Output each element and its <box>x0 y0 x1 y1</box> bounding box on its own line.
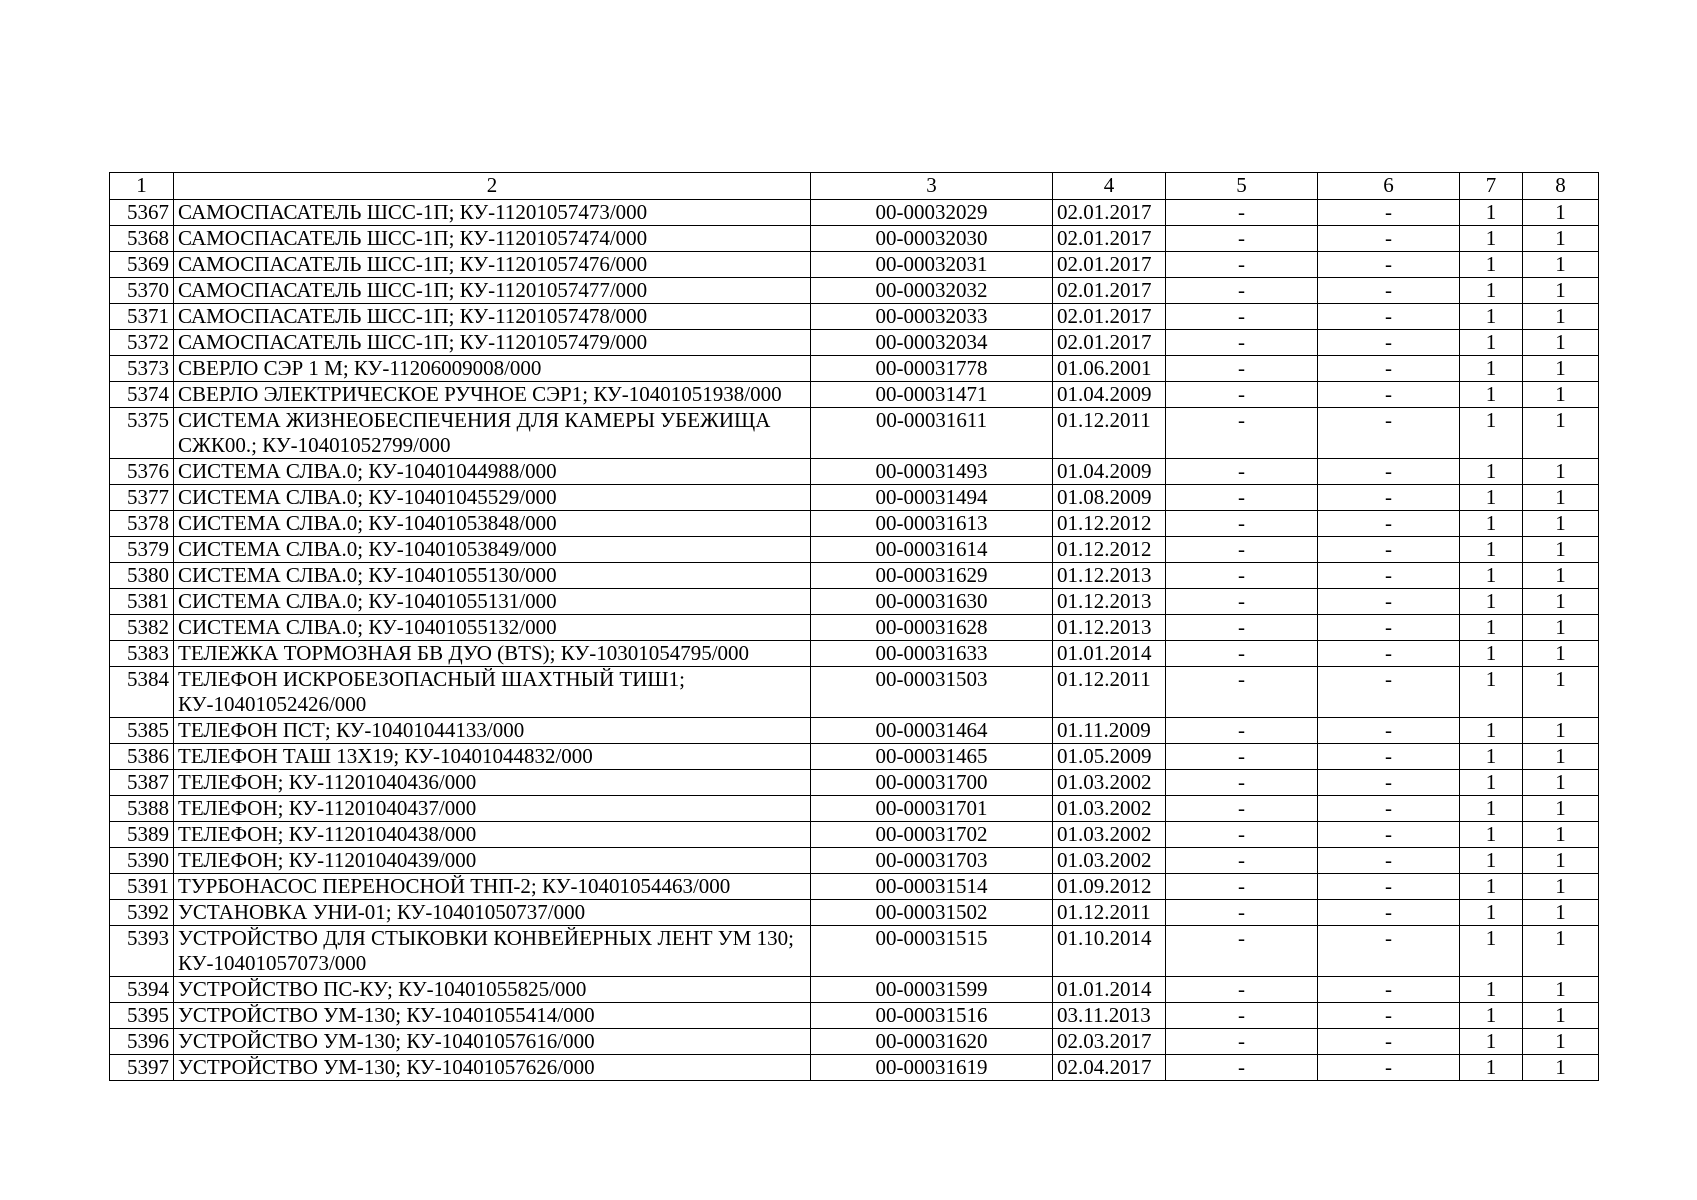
cell-inventory-number: 00-00031599 <box>811 977 1053 1003</box>
table-row <box>110 589 1599 615</box>
cell-row-number: 5391 <box>110 874 174 900</box>
cell-column-8: 1 <box>1523 537 1599 563</box>
cell-column-5: - <box>1166 796 1318 822</box>
cell-date: 01.05.2009 <box>1053 744 1166 770</box>
cell-item-name: ТЕЛЕФОН; КУ-11201040436/000 <box>174 770 811 796</box>
cell-column-5: - <box>1166 641 1318 667</box>
table-row <box>110 718 1599 744</box>
table-row <box>110 304 1599 330</box>
cell-inventory-number: 00-00032034 <box>811 330 1053 356</box>
cell-date: 01.12.2011 <box>1053 667 1166 718</box>
cell-item-name: ТУРБОНАСОС ПЕРЕНОСНОЙ ТНП-2; КУ-10401054463/000 <box>174 874 811 900</box>
cell-row-number: 5368 <box>110 226 174 252</box>
cell-column-5: - <box>1166 537 1318 563</box>
cell-date: 02.01.2017 <box>1053 200 1166 226</box>
cell-inventory-number: 00-00031629 <box>811 563 1053 589</box>
cell-inventory-number: 00-00031702 <box>811 822 1053 848</box>
table-row <box>110 511 1599 537</box>
cell-column-8: 1 <box>1523 459 1599 485</box>
cell-item-name: СИСТЕМА СЛВА.0; КУ-10401055130/000 <box>174 563 811 589</box>
cell-item-name: СИСТЕМА СЛВА.0; КУ-10401053849/000 <box>174 537 811 563</box>
cell-row-number: 5386 <box>110 744 174 770</box>
cell-column-6: - <box>1318 304 1460 330</box>
cell-item-name: ТЕЛЕФОН ИСКРОБЕЗОПАСНЫЙ ШАХТНЫЙ ТИШ1; КУ-10401052426/000 <box>174 667 811 718</box>
column-header-5: 5 <box>1166 173 1318 200</box>
cell-item-name: УСТРОЙСТВО УМ-130; КУ-10401055414/000 <box>174 1003 811 1029</box>
cell-column-6: - <box>1318 926 1460 977</box>
cell-column-8: 1 <box>1523 641 1599 667</box>
cell-date: 01.12.2013 <box>1053 615 1166 641</box>
cell-column-6: - <box>1318 252 1460 278</box>
cell-column-6: - <box>1318 900 1460 926</box>
cell-row-number: 5371 <box>110 304 174 330</box>
table-row <box>110 459 1599 485</box>
cell-column-5: - <box>1166 1055 1318 1081</box>
cell-column-7: 1 <box>1460 304 1523 330</box>
cell-row-number: 5385 <box>110 718 174 744</box>
cell-column-6: - <box>1318 226 1460 252</box>
cell-column-5: - <box>1166 382 1318 408</box>
cell-column-5: - <box>1166 485 1318 511</box>
cell-column-6: - <box>1318 485 1460 511</box>
cell-inventory-number: 00-00031700 <box>811 770 1053 796</box>
cell-column-7: 1 <box>1460 744 1523 770</box>
cell-row-number: 5372 <box>110 330 174 356</box>
cell-row-number: 5392 <box>110 900 174 926</box>
cell-column-5: - <box>1166 226 1318 252</box>
table-row <box>110 356 1599 382</box>
cell-date: 02.01.2017 <box>1053 330 1166 356</box>
table-row <box>110 278 1599 304</box>
table-row <box>110 563 1599 589</box>
cell-date: 01.03.2002 <box>1053 796 1166 822</box>
cell-column-6: - <box>1318 200 1460 226</box>
cell-column-7: 1 <box>1460 977 1523 1003</box>
cell-row-number: 5369 <box>110 252 174 278</box>
cell-column-5: - <box>1166 408 1318 459</box>
cell-column-7: 1 <box>1460 1029 1523 1055</box>
cell-item-name: СВЕРЛО СЭР 1 М; КУ-11206009008/000 <box>174 356 811 382</box>
cell-column-8: 1 <box>1523 900 1599 926</box>
cell-column-8: 1 <box>1523 874 1599 900</box>
cell-column-8: 1 <box>1523 252 1599 278</box>
cell-column-8: 1 <box>1523 744 1599 770</box>
cell-row-number: 5376 <box>110 459 174 485</box>
cell-column-8: 1 <box>1523 563 1599 589</box>
cell-column-5: - <box>1166 511 1318 537</box>
cell-column-5: - <box>1166 848 1318 874</box>
cell-row-number: 5380 <box>110 563 174 589</box>
cell-column-5: - <box>1166 304 1318 330</box>
cell-date: 01.03.2002 <box>1053 822 1166 848</box>
cell-column-6: - <box>1318 563 1460 589</box>
cell-column-5: - <box>1166 822 1318 848</box>
cell-date: 01.03.2002 <box>1053 848 1166 874</box>
table-row <box>110 796 1599 822</box>
cell-inventory-number: 00-00032029 <box>811 200 1053 226</box>
cell-column-7: 1 <box>1460 252 1523 278</box>
inventory-table <box>109 172 1599 1081</box>
cell-date: 02.03.2017 <box>1053 1029 1166 1055</box>
cell-column-5: - <box>1166 977 1318 1003</box>
cell-date: 01.12.2011 <box>1053 900 1166 926</box>
cell-column-7: 1 <box>1460 511 1523 537</box>
cell-column-7: 1 <box>1460 822 1523 848</box>
cell-column-5: - <box>1166 589 1318 615</box>
cell-date: 01.01.2014 <box>1053 977 1166 1003</box>
cell-row-number: 5393 <box>110 926 174 977</box>
cell-row-number: 5375 <box>110 408 174 459</box>
cell-column-5: - <box>1166 1029 1318 1055</box>
table-row <box>110 1003 1599 1029</box>
cell-date: 01.01.2014 <box>1053 641 1166 667</box>
cell-column-8: 1 <box>1523 1029 1599 1055</box>
cell-column-5: - <box>1166 278 1318 304</box>
cell-column-5: - <box>1166 718 1318 744</box>
cell-column-8: 1 <box>1523 200 1599 226</box>
cell-column-8: 1 <box>1523 718 1599 744</box>
cell-column-5: - <box>1166 744 1318 770</box>
cell-inventory-number: 00-00031703 <box>811 848 1053 874</box>
cell-column-6: - <box>1318 718 1460 744</box>
cell-row-number: 5384 <box>110 667 174 718</box>
cell-column-6: - <box>1318 459 1460 485</box>
cell-inventory-number: 00-00031465 <box>811 744 1053 770</box>
cell-column-7: 1 <box>1460 485 1523 511</box>
cell-column-5: - <box>1166 667 1318 718</box>
cell-item-name: САМОСПАСАТЕЛЬ ШСС-1П; КУ-11201057479/000 <box>174 330 811 356</box>
cell-row-number: 5370 <box>110 278 174 304</box>
cell-date: 01.11.2009 <box>1053 718 1166 744</box>
cell-column-6: - <box>1318 511 1460 537</box>
cell-item-name: УСТРОЙСТВО ПС-КУ; КУ-10401055825/000 <box>174 977 811 1003</box>
cell-inventory-number: 00-00031628 <box>811 615 1053 641</box>
cell-column-6: - <box>1318 589 1460 615</box>
cell-date: 02.01.2017 <box>1053 304 1166 330</box>
cell-date: 01.09.2012 <box>1053 874 1166 900</box>
cell-item-name: СИСТЕМА СЛВА.0; КУ-10401053848/000 <box>174 511 811 537</box>
cell-inventory-number: 00-00031611 <box>811 408 1053 459</box>
cell-inventory-number: 00-00031493 <box>811 459 1053 485</box>
cell-item-name: УСТРОЙСТВО ДЛЯ СТЫКОВКИ КОНВЕЙЕРНЫХ ЛЕНТ УМ 130; КУ-10401057073/000 <box>174 926 811 977</box>
cell-item-name: ТЕЛЕЖКА ТОРМОЗНАЯ БВ ДУО (BTS); КУ-10301054795/000 <box>174 641 811 667</box>
cell-item-name: СИСТЕМА СЛВА.0; КУ-10401055132/000 <box>174 615 811 641</box>
cell-column-5: - <box>1166 563 1318 589</box>
cell-inventory-number: 00-00031701 <box>811 796 1053 822</box>
column-header-7: 7 <box>1460 173 1523 200</box>
cell-inventory-number: 00-00031515 <box>811 926 1053 977</box>
cell-row-number: 5377 <box>110 485 174 511</box>
cell-date: 02.04.2017 <box>1053 1055 1166 1081</box>
cell-column-6: - <box>1318 796 1460 822</box>
cell-row-number: 5381 <box>110 589 174 615</box>
cell-column-6: - <box>1318 278 1460 304</box>
cell-column-8: 1 <box>1523 278 1599 304</box>
cell-column-6: - <box>1318 1003 1460 1029</box>
cell-column-7: 1 <box>1460 641 1523 667</box>
cell-column-7: 1 <box>1460 770 1523 796</box>
cell-item-name: УСТРОЙСТВО УМ-130; КУ-10401057626/000 <box>174 1055 811 1081</box>
cell-row-number: 5389 <box>110 822 174 848</box>
cell-inventory-number: 00-00031516 <box>811 1003 1053 1029</box>
cell-item-name: САМОСПАСАТЕЛЬ ШСС-1П; КУ-11201057476/000 <box>174 252 811 278</box>
cell-inventory-number: 00-00032033 <box>811 304 1053 330</box>
table-row <box>110 1029 1599 1055</box>
cell-column-8: 1 <box>1523 926 1599 977</box>
cell-column-5: - <box>1166 330 1318 356</box>
cell-row-number: 5383 <box>110 641 174 667</box>
cell-date: 01.12.2011 <box>1053 408 1166 459</box>
cell-date: 01.12.2012 <box>1053 511 1166 537</box>
cell-column-5: - <box>1166 615 1318 641</box>
column-header-8: 8 <box>1523 173 1599 200</box>
cell-inventory-number: 00-00031633 <box>811 641 1053 667</box>
cell-row-number: 5379 <box>110 537 174 563</box>
cell-column-6: - <box>1318 356 1460 382</box>
cell-column-8: 1 <box>1523 822 1599 848</box>
cell-column-8: 1 <box>1523 511 1599 537</box>
table-row <box>110 822 1599 848</box>
cell-item-name: СВЕРЛО ЭЛЕКТРИЧЕСКОЕ РУЧНОЕ СЭР1; КУ-10401051938/000 <box>174 382 811 408</box>
cell-item-name: СИСТЕМА СЛВА.0; КУ-10401055131/000 <box>174 589 811 615</box>
cell-column-8: 1 <box>1523 382 1599 408</box>
column-header-4: 4 <box>1053 173 1166 200</box>
table-row <box>110 382 1599 408</box>
cell-date: 03.11.2013 <box>1053 1003 1166 1029</box>
cell-row-number: 5397 <box>110 1055 174 1081</box>
cell-column-7: 1 <box>1460 718 1523 744</box>
cell-row-number: 5396 <box>110 1029 174 1055</box>
cell-row-number: 5378 <box>110 511 174 537</box>
cell-item-name: СИСТЕМА ЖИЗНЕОБЕСПЕЧЕНИЯ ДЛЯ КАМЕРЫ УБЕЖИЩА СЖК00.; КУ-10401052799/000 <box>174 408 811 459</box>
cell-date: 02.01.2017 <box>1053 226 1166 252</box>
table-row <box>110 200 1599 226</box>
cell-column-7: 1 <box>1460 356 1523 382</box>
cell-column-5: - <box>1166 356 1318 382</box>
cell-inventory-number: 00-00031514 <box>811 874 1053 900</box>
cell-date: 01.10.2014 <box>1053 926 1166 977</box>
cell-inventory-number: 00-00031778 <box>811 356 1053 382</box>
cell-date: 01.04.2009 <box>1053 459 1166 485</box>
table-row <box>110 1055 1599 1081</box>
cell-column-8: 1 <box>1523 1003 1599 1029</box>
cell-column-7: 1 <box>1460 874 1523 900</box>
cell-column-8: 1 <box>1523 615 1599 641</box>
cell-column-6: - <box>1318 537 1460 563</box>
cell-column-6: - <box>1318 822 1460 848</box>
cell-row-number: 5382 <box>110 615 174 641</box>
table-row <box>110 848 1599 874</box>
cell-column-6: - <box>1318 615 1460 641</box>
cell-inventory-number: 00-00031613 <box>811 511 1053 537</box>
table-header-row <box>110 173 1599 200</box>
cell-date: 01.12.2013 <box>1053 563 1166 589</box>
cell-column-7: 1 <box>1460 408 1523 459</box>
cell-date: 02.01.2017 <box>1053 252 1166 278</box>
cell-column-7: 1 <box>1460 330 1523 356</box>
cell-inventory-number: 00-00031503 <box>811 667 1053 718</box>
cell-column-8: 1 <box>1523 226 1599 252</box>
cell-column-6: - <box>1318 874 1460 900</box>
cell-column-6: - <box>1318 770 1460 796</box>
cell-row-number: 5367 <box>110 200 174 226</box>
cell-inventory-number: 00-00031464 <box>811 718 1053 744</box>
cell-date: 01.08.2009 <box>1053 485 1166 511</box>
cell-column-5: - <box>1166 770 1318 796</box>
cell-inventory-number: 00-00031494 <box>811 485 1053 511</box>
cell-column-7: 1 <box>1460 1055 1523 1081</box>
cell-column-8: 1 <box>1523 304 1599 330</box>
cell-column-5: - <box>1166 900 1318 926</box>
cell-column-7: 1 <box>1460 589 1523 615</box>
cell-column-8: 1 <box>1523 485 1599 511</box>
cell-inventory-number: 00-00031619 <box>811 1055 1053 1081</box>
cell-column-5: - <box>1166 874 1318 900</box>
table-row <box>110 615 1599 641</box>
cell-column-7: 1 <box>1460 459 1523 485</box>
table-row <box>110 537 1599 563</box>
cell-item-name: ТЕЛЕФОН; КУ-11201040438/000 <box>174 822 811 848</box>
column-header-6: 6 <box>1318 173 1460 200</box>
cell-date: 01.12.2012 <box>1053 537 1166 563</box>
cell-inventory-number: 00-00032032 <box>811 278 1053 304</box>
cell-column-7: 1 <box>1460 1003 1523 1029</box>
column-header-1: 1 <box>110 173 174 200</box>
cell-column-7: 1 <box>1460 200 1523 226</box>
cell-inventory-number: 00-00031502 <box>811 900 1053 926</box>
cell-item-name: САМОСПАСАТЕЛЬ ШСС-1П; КУ-11201057477/000 <box>174 278 811 304</box>
table-row <box>110 408 1599 459</box>
cell-inventory-number: 00-00032031 <box>811 252 1053 278</box>
cell-item-name: СИСТЕМА СЛВА.0; КУ-10401045529/000 <box>174 485 811 511</box>
cell-item-name: САМОСПАСАТЕЛЬ ШСС-1П; КУ-11201057474/000 <box>174 226 811 252</box>
cell-inventory-number: 00-00031630 <box>811 589 1053 615</box>
cell-column-7: 1 <box>1460 667 1523 718</box>
cell-column-7: 1 <box>1460 537 1523 563</box>
cell-column-7: 1 <box>1460 278 1523 304</box>
cell-column-5: - <box>1166 252 1318 278</box>
table-body <box>110 200 1599 1081</box>
table-row <box>110 667 1599 718</box>
cell-column-6: - <box>1318 641 1460 667</box>
cell-row-number: 5373 <box>110 356 174 382</box>
table-row <box>110 226 1599 252</box>
cell-column-8: 1 <box>1523 1055 1599 1081</box>
cell-column-8: 1 <box>1523 408 1599 459</box>
cell-inventory-number: 00-00032030 <box>811 226 1053 252</box>
cell-column-8: 1 <box>1523 796 1599 822</box>
cell-item-name: ТЕЛЕФОН ПСТ; КУ-10401044133/000 <box>174 718 811 744</box>
cell-column-6: - <box>1318 1029 1460 1055</box>
table-row <box>110 977 1599 1003</box>
cell-column-5: - <box>1166 926 1318 977</box>
cell-date: 01.04.2009 <box>1053 382 1166 408</box>
cell-date: 02.01.2017 <box>1053 278 1166 304</box>
cell-item-name: ТЕЛЕФОН; КУ-11201040437/000 <box>174 796 811 822</box>
table-row <box>110 926 1599 977</box>
cell-inventory-number: 00-00031471 <box>811 382 1053 408</box>
table-row <box>110 252 1599 278</box>
table-row <box>110 770 1599 796</box>
cell-date: 01.06.2001 <box>1053 356 1166 382</box>
cell-column-6: - <box>1318 744 1460 770</box>
cell-item-name: САМОСПАСАТЕЛЬ ШСС-1П; КУ-11201057473/000 <box>174 200 811 226</box>
cell-column-8: 1 <box>1523 977 1599 1003</box>
cell-row-number: 5374 <box>110 382 174 408</box>
cell-column-6: - <box>1318 977 1460 1003</box>
cell-row-number: 5395 <box>110 1003 174 1029</box>
cell-column-7: 1 <box>1460 563 1523 589</box>
cell-column-7: 1 <box>1460 796 1523 822</box>
table-row <box>110 330 1599 356</box>
cell-column-6: - <box>1318 408 1460 459</box>
cell-column-7: 1 <box>1460 615 1523 641</box>
cell-column-5: - <box>1166 1003 1318 1029</box>
cell-date: 01.03.2002 <box>1053 770 1166 796</box>
table-row <box>110 900 1599 926</box>
cell-column-8: 1 <box>1523 770 1599 796</box>
cell-item-name: СИСТЕМА СЛВА.0; КУ-10401044988/000 <box>174 459 811 485</box>
table-row <box>110 874 1599 900</box>
column-header-3: 3 <box>811 173 1053 200</box>
cell-date: 01.12.2013 <box>1053 589 1166 615</box>
cell-row-number: 5387 <box>110 770 174 796</box>
cell-column-7: 1 <box>1460 926 1523 977</box>
cell-inventory-number: 00-00031614 <box>811 537 1053 563</box>
cell-column-5: - <box>1166 459 1318 485</box>
cell-column-6: - <box>1318 667 1460 718</box>
cell-column-6: - <box>1318 382 1460 408</box>
cell-item-name: УСТРОЙСТВО УМ-130; КУ-10401057616/000 <box>174 1029 811 1055</box>
cell-column-8: 1 <box>1523 356 1599 382</box>
cell-column-6: - <box>1318 848 1460 874</box>
cell-item-name: УСТАНОВКА УНИ-01; КУ-10401050737/000 <box>174 900 811 926</box>
cell-column-8: 1 <box>1523 667 1599 718</box>
cell-item-name: ТЕЛЕФОН ТАШ 13Х19; КУ-10401044832/000 <box>174 744 811 770</box>
table-row <box>110 485 1599 511</box>
cell-column-6: - <box>1318 1055 1460 1081</box>
cell-column-8: 1 <box>1523 848 1599 874</box>
cell-row-number: 5394 <box>110 977 174 1003</box>
cell-column-6: - <box>1318 330 1460 356</box>
cell-row-number: 5388 <box>110 796 174 822</box>
cell-column-7: 1 <box>1460 226 1523 252</box>
cell-inventory-number: 00-00031620 <box>811 1029 1053 1055</box>
table-row <box>110 744 1599 770</box>
cell-item-name: ТЕЛЕФОН; КУ-11201040439/000 <box>174 848 811 874</box>
cell-item-name: САМОСПАСАТЕЛЬ ШСС-1П; КУ-11201057478/000 <box>174 304 811 330</box>
column-header-2: 2 <box>174 173 811 200</box>
cell-column-7: 1 <box>1460 382 1523 408</box>
cell-column-7: 1 <box>1460 900 1523 926</box>
cell-column-7: 1 <box>1460 848 1523 874</box>
cell-column-8: 1 <box>1523 589 1599 615</box>
cell-row-number: 5390 <box>110 848 174 874</box>
table-row <box>110 641 1599 667</box>
cell-column-5: - <box>1166 200 1318 226</box>
cell-column-8: 1 <box>1523 330 1599 356</box>
